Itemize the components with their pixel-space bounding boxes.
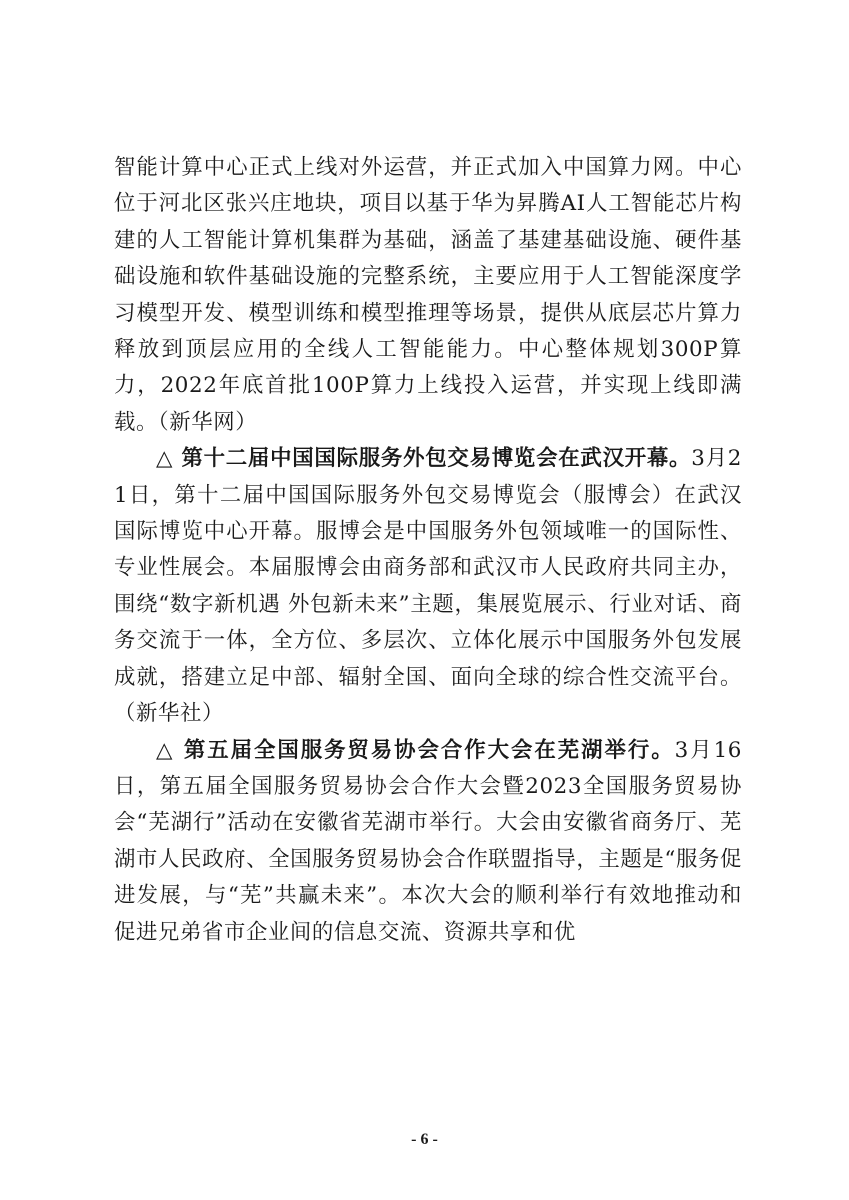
page-number: - 6 - [411,1131,438,1148]
paragraph-continuation [114,150,742,441]
paragraph-news-item [114,441,742,732]
paragraph-body: 智能计算中心正式上线对外运营，并正式加入中国算力网。中心位于河北区张兴庄地块，项目以基于华为昇腾AI人工智能芯片构建的人工智能计算机集群为基础，涵盖了基建基础设施、硬件基础设施和软件基础设施的完整系统，主要应用于人工智能深度学习模型开发、模型训练和模型推理等场景，提供从底层芯片算力释放到顶层应用的全线人工智能能力。中心整体规划300P算力，2022年底首批100P算力上线投入运营，并实现上线即满载。（新华网） [114,155,742,435]
document-body [114,150,742,951]
paragraph-body: 3月21日，第十二届中国国际服务外包交易博览会（服博会）在武汉国际博览中心开幕。服博会是中国服务外包领域唯一的国际性、专业性展会。本届服博会由商务部和武汉市人民政府共同主办，围绕“数字新机遇 外包新未来”主题，集展览展示、行业对话、商务交流于一体，全方位、多层次、立体化展示中国服务外包发展成就，搭建立足中部、辐射全国、面向全球的综合性交流平台。（新华社） [114,446,742,727]
news-headline: △ 第十二届中国国际服务外包交易博览会在武汉开幕。 [156,446,692,472]
paragraph-body: 3月16日，第五届全国服务贸易协会合作大会暨2023全国服务贸易协会“芜湖行”活动在安徽省芜湖市举行。大会由安徽省商务厅、芜湖市人民政府、全国服务贸易协会合作联盟指导，主题是“服务促进发展，与“芜”共赢未来”。本次大会的顺利举行有效地推动和促进兄弟省市企业间的信息交流、资源共享和优 [114,737,743,945]
paragraph-news-item [114,733,742,951]
news-headline: △ 第五届全国服务贸易协会合作大会在芜湖举行。 [156,737,675,763]
